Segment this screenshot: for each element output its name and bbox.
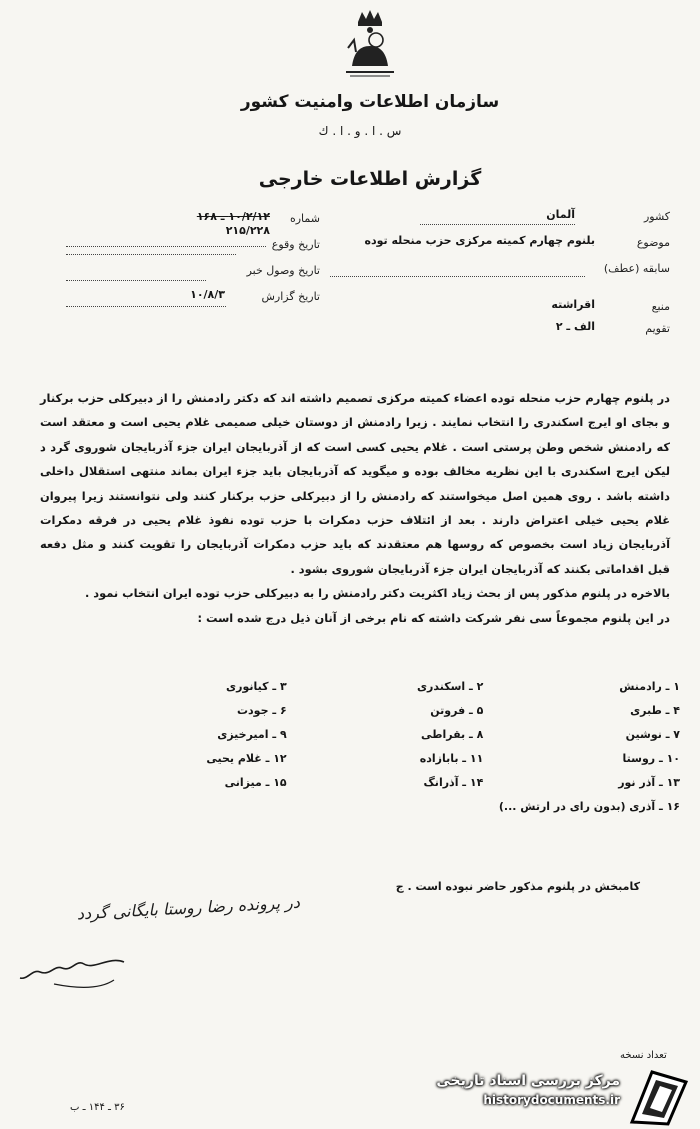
receipt-date-line [66,270,206,281]
list-item [90,680,680,704]
number-value-struck: ۱۰/۲/۱۲ ـ ۱۶۸ [196,210,270,223]
number-value: ۲۱۵/۲۲۸ [225,224,270,237]
reference-label: سابقه (عطف) [603,262,670,275]
report-date-label: تاریخ گزارش [261,290,320,303]
report-date-line [66,296,226,307]
occurrence-date-line [66,244,236,255]
lion-and-sun-emblem [340,8,400,80]
participant-name: ۱۰ ـ روستا [622,752,680,765]
occurrence-date-label: تاریخ وقوع [271,238,320,251]
body-paragraph: بالاخره در پلنوم مذکور پس از بحث زیاد اکثریت دکتر رادمنش را به دبیرکلی حزب توده ایران انتخاب نمود . [85,586,670,601]
participant-name: ۲ ـ اسکندری [416,680,484,693]
list-item [90,800,680,824]
watermark-name: مرکز بررسی اسناد تاریخی [436,1073,620,1089]
participant-name: ۵ ـ فروتن [430,704,484,717]
watermark [430,1073,620,1107]
archive-logo-icon [628,1068,690,1126]
participant-name: ۱۴ ـ آذرانگ [423,776,484,789]
participant-name: ۹ ـ امیرخیزی [217,728,287,741]
subject-value: بلنوم چهارم کمیته مرکزی حزب منحله توده [364,234,595,247]
body-paragraph: در این پلنوم مجموعاً سی نفر شرکت داشته که نام برخی از آنان ذیل درج شده است : [197,610,670,625]
rating-label: تقویم [645,322,670,335]
country-line [420,214,575,225]
rating-value: الف ـ ۲ [555,320,595,333]
country-label: کشور [643,210,670,223]
copies-label: تعداد نسخه [620,1050,667,1061]
participant-name: ۷ ـ نوشین [625,728,680,741]
closing-line: کامبخش در پلنوم مذکور حاضر نبوده است . ج [395,880,640,893]
participant-name: ۸ ـ بقراطی [421,728,484,741]
country-value: آلمان [546,208,575,221]
participant-name [90,800,287,824]
handwritten-note: در پرونده رضا روستا بایگانی گردد [76,892,301,924]
list-item [90,752,680,776]
report-date-value: ۱۰/۸/۳ [190,288,225,301]
participant-name: ۱۳ ـ آذر نور [618,776,680,789]
footer-code: ۳۶ ـ ۱۴۴ ـ ب [70,1102,125,1113]
report-body [40,386,670,630]
subject-label: موضوع [636,236,670,249]
organization-title: سازمان اطلاعات وامنیت کشور [240,92,500,112]
participant-name: ۱ ـ رادمنش [619,680,680,693]
watermark-site: historydocuments.ir [483,1093,620,1107]
participant-name: ۶ ـ جودت [236,704,287,717]
list-item [90,728,680,752]
participant-name: ۱۶ ـ آذری (بدون رای در ارتش ...) [498,800,680,813]
list-item [90,776,680,800]
reference-line [330,266,585,277]
participant-name: ۱۵ ـ میزانی [224,776,287,789]
participant-name: ۴ ـ طبری [630,704,680,717]
body-paragraph: در پلنوم چهارم حزب منحله توده اعضاء کمیته مرکزی تصمیم داشته اند که دکتر رادمنش را از دبیرکلی حزب برکنار و بجای او ایرج اسکندری را انتخاب نمایند . زیرا رادمنش از دوستان خیلی صمیمی غلام یحیی است و معتقد است که رادمنش شخص وطن پرستی است . غلام یحیی کسی است که از آذربایجان ایران جزء آذربایجان شوروی گرد د لیکن ایرج اسکندری با این نظریه مخالف بوده و میگوید که آذربایجان باید جزء ایران بماند منتهی استقلال داخلی داشته باشد . روی همین اصل میخواستند که رادمنش را از دبیرکلی حزب برکنار کنند ولی نتوانستند زیرا پیروان غلام یحیی خیلی اعتراض دارند . بعد از ائتلاف حزب دمکرات با حزب توده نفوذ غلام یحیی در فرقه دمکرات آذربایجان زیاد است بخصوص که روسها هم معتقدند که باید حزب دمکرات آذربایجان را تقویت کنند و مثل دفعه قبل اقداماتی بکنند که آذربایجان ایران جزء آذربایجان شوروی بشود . [40,391,670,576]
signature-scribble [14,950,134,1000]
number-label: شماره [289,212,320,225]
organization-code: س . ا . و . ا . ك [318,124,402,138]
participant-name [287,800,484,824]
participant-name: ۱۲ ـ غلام یحیی [206,752,287,765]
source-value: اقراشته [551,298,595,311]
receipt-date-label: تاریخ وصول خبر [246,264,320,277]
participant-list [90,680,680,824]
participant-name: ۱۱ ـ بابازاده [419,752,484,765]
participant-name: ۳ ـ کیانوری [226,680,287,693]
list-item [90,704,680,728]
source-label: منبع [651,300,670,313]
report-title: گزارش اطلاعات خارجی [258,168,482,190]
